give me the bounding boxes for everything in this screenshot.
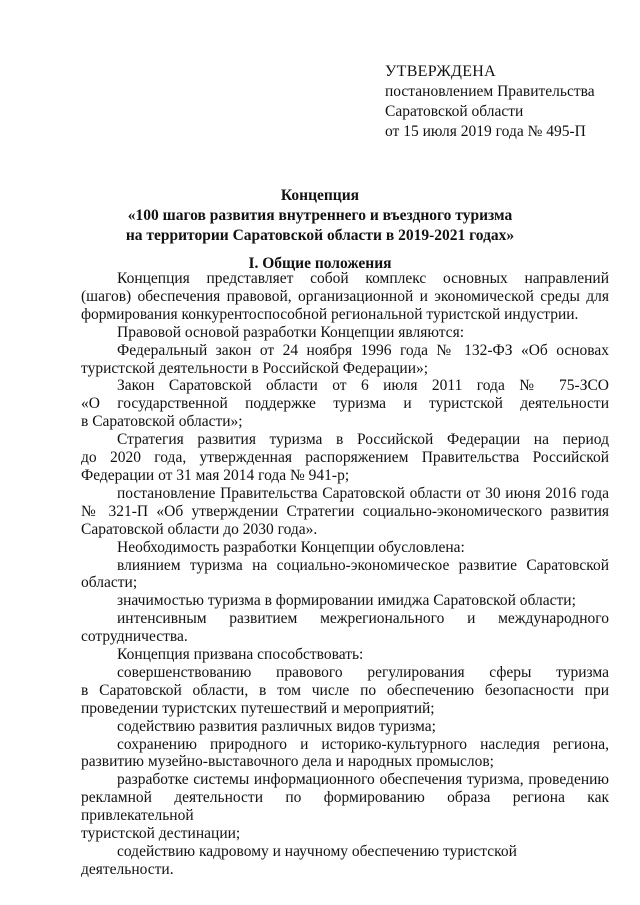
paragraph-line: Правовой основой разработки Концепции являются: xyxy=(117,323,465,341)
paragraph xyxy=(81,610,609,646)
paragraph-line: совершенствованию правового регулирования сферы туризма xyxy=(117,663,609,681)
approval-heading: УТВЕРЖДЕНА xyxy=(385,63,497,80)
paragraph xyxy=(81,843,609,879)
paragraph-line: до 2020 года, утвержденная распоряжением Правительства Российской xyxy=(81,449,609,467)
approval-date: от 15 июля 2019 года № 495-П xyxy=(385,123,586,140)
approval-line: постановлением Правительства xyxy=(385,83,595,100)
paragraph-line: разработке системы информационного обеспечения туризма, проведению xyxy=(117,771,609,789)
paragraph-line: Закон Саратовской области от 6 июля 2011 года № 75-ЗСО xyxy=(117,377,609,395)
paragraph-line: Федеральный закон от 24 ноября 1996 года № 132-ФЗ «Об основах xyxy=(117,341,609,359)
paragraph-line: влиянием туризма на социально-экономическое развитие Саратовской xyxy=(117,556,609,574)
paragraph xyxy=(81,664,609,718)
approval-line: Саратовской области xyxy=(385,103,524,120)
paragraph-line: Федерации от 31 мая 2014 года № 941-р; xyxy=(81,466,350,484)
paragraph-line: в Саратовской области»; xyxy=(81,413,243,431)
paragraph-line: постановление Правительства Саратовской области от 30 июня 2016 года xyxy=(117,484,609,502)
approval-stamp xyxy=(385,62,595,142)
paragraph-line: содействию кадровому и научному обеспечению туристской деятельности. xyxy=(81,843,517,878)
paragraph xyxy=(81,342,609,378)
title-line: Концепция xyxy=(280,187,360,204)
paragraph-line: сотрудничества. xyxy=(81,628,188,646)
paragraph-line: (шагов) обеспечения правовой, организационной и экономической среды для xyxy=(81,287,609,305)
paragraph-line: развитию музейно-выставочного дела и народных промыслов; xyxy=(81,753,494,771)
paragraph xyxy=(81,771,609,843)
paragraph xyxy=(81,736,609,772)
paragraph-line: в Саратовской области, в том числе по обеспечению безопасности при xyxy=(81,681,609,699)
paragraph-line: содействию развития различных видов туризма; xyxy=(117,717,436,735)
paragraph-line: рекламной деятельности по формированию образа региона как привлекательной xyxy=(81,789,609,825)
paragraph-line: Концепция призвана способствовать: xyxy=(117,646,364,664)
paragraph-line: интенсивным развитием межрегионального и международного xyxy=(117,610,609,628)
paragraph-line: туристской дестинации; xyxy=(81,825,241,843)
title-line: на территории Саратовской области в 2019-2021 годах» xyxy=(125,227,515,244)
paragraph-line: Стратегия развития туризма в Российской Федерации на период xyxy=(117,431,609,449)
paragraph xyxy=(81,377,609,431)
paragraph xyxy=(81,485,609,539)
paragraph-line: проведении туристских путешествий и мероприятий; xyxy=(81,699,435,717)
document-title xyxy=(90,186,550,246)
paragraph-line: Саратовской области до 2030 года». xyxy=(81,520,318,538)
paragraph xyxy=(81,718,609,736)
paragraph-line: туристской деятельности в Российской Федерации»; xyxy=(81,359,429,377)
paragraph-line: «О государственной поддержке туризма и туристской деятельности xyxy=(81,395,609,413)
paragraph-line: формирования конкурентоспособной региональной туристской индустрии. xyxy=(81,305,579,323)
document-body xyxy=(81,270,609,879)
paragraph xyxy=(81,270,609,324)
section-heading: I. Общие положения xyxy=(248,255,392,272)
paragraph xyxy=(81,646,609,664)
paragraph-line: области; xyxy=(81,574,138,592)
title-line: «100 шагов развития внутреннего и въездного туризма xyxy=(127,207,513,224)
paragraph-line: Концепция представляет собой комплекс основных направлений xyxy=(117,270,609,287)
paragraph xyxy=(81,592,609,610)
paragraph-line: № 321-П «Об утверждении Стратегии социально-экономического развития xyxy=(81,502,609,520)
paragraph-line: сохранению природного и историко-культурного наследия региона, xyxy=(117,735,609,753)
paragraph xyxy=(81,324,609,342)
paragraph-line: Необходимость разработки Концепции обусловлена: xyxy=(117,538,465,556)
paragraph xyxy=(81,539,609,557)
paragraph xyxy=(81,431,609,485)
paragraph-line: значимостью туризма в формировании имиджа Саратовской области; xyxy=(117,592,576,610)
paragraph xyxy=(81,557,609,593)
